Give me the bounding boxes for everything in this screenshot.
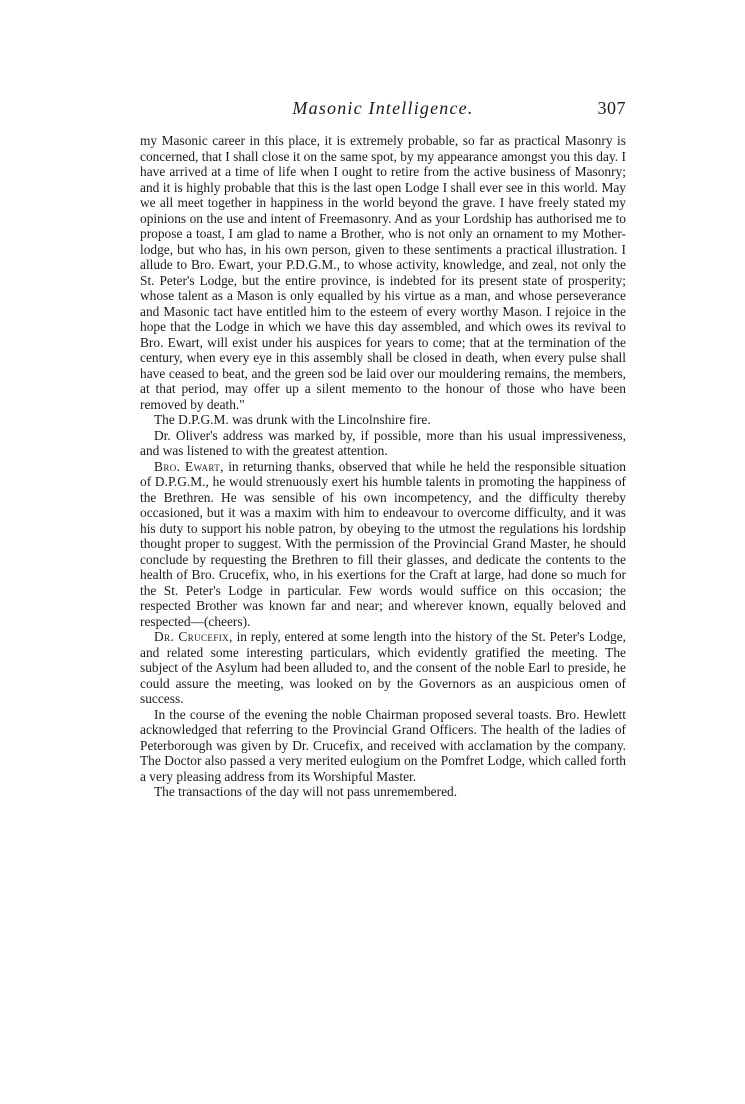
paragraph-crucefix-reply xyxy=(140,629,626,707)
paragraph-ewart-reply xyxy=(140,459,626,630)
paragraph-text: The transactions of the day will not pass unremembered. xyxy=(154,784,458,799)
body-text xyxy=(140,133,626,800)
paragraph-text: in returning thanks, observed that while he held the responsible situation of D.P.G.M., he would strenuously exert his humble talents in promoting the happiness of the Brethren. He was sensible of his own incompetency, and the difficulty thereby occasioned, but it was a maxim with him to endeavour to overcome difficulty, and it was his duty to support his noble patron, by obeying to the utmost the regulations his lordship thought proper to suggest. With the permission of the Provincial Grand Master, he should conclude by requesting the Brethren to fill their glasses, and dedicate the contents to the health of Bro. Crucefix, who, in his exertions for the Craft at large, had done so much for the St. Peter's Lodge in particular. Few words would suffice on this occasion; the respected Brother was known far and near; and wherever known, equally beloved and respected—(cheers). xyxy=(140,458,626,629)
paragraph-closing xyxy=(140,784,626,800)
paragraph-text: my Masonic career in this place, it is extremely probable, so far as practical Masonry is concerned, that I shall close it on the same spot, by my appearance amongst you this day. I have arrived at a time of life when I ought to retire from the active business of Masonry; and it is highly probable that this is the last open Lodge I shall ever see in this world. May we all meet together in happiness in the world beyond the grave. I have freely stated my opinions on the use and intent of Freemasonry. And as your Lordship has authorised me to propose a toast, I am glad to name a Brother, who is not only an ornament to my Mother-lodge, but who has, in his own person, given to these sentiments a practical illustration. I allude to Bro. Ewart, your P.D.G.M., to whose activity, knowledge, and zeal, not only the St. Peter's Lodge, but the entire province, is indebted for its present state of prosperity; whose talent as a Mason is only equalled by his virtue as a man, and whose perseverance and Masonic tact have entitled him to the esteem of every worthy Mason. I rejoice in the hope that the Lodge in which we have this day assembled, and which owes its revival to Bro. Ewart, will exist under his auspices for years to come; that at the termination of the century, when every eye in this assembly shall be closed in death, when every pulse shall have ceased to beat, and the green sod be laid over our mouldering remains, the members, at that period, may offer up a silent memento to the honour of those who have been removed by death." xyxy=(140,133,626,412)
page-number: 307 xyxy=(597,98,626,118)
page-header xyxy=(140,96,626,124)
speaker-name: Dr. Crucefix, xyxy=(154,629,233,644)
paragraph-text: Dr. Oliver's address was marked by, if possible, more than his usual impressiveness, and was listened to with the greatest attention. xyxy=(140,427,626,458)
paragraph-text: In the course of the evening the noble Chairman proposed several toasts. Bro. Hewlett acknowledged that referring to the Provincial Grand Officers. The health of the ladies of Peterborough was given by Dr. Crucefix, and received with acclamation by the company. The Doctor also passed a very merited eulogium on the Pomfret Lodge, which called forth a very pleasing address from its Worshipful Master. xyxy=(140,706,626,784)
paragraph-evening-toasts xyxy=(140,707,626,785)
paragraph-text: in reply, entered at some length into the history of the St. Peter's Lodge, and related some interesting particulars, which evidently gratified the meeting. The subject of the Asylum had been alluded to, and the consent of the noble Earl to preside, he could assure the meeting, was looked on by the Governors as an auspicious omen of success. xyxy=(140,629,627,706)
paragraph-speech-continuation xyxy=(140,133,626,412)
running-title: Masonic Intelligence. xyxy=(292,98,474,118)
paragraph-toast xyxy=(140,412,626,428)
speaker-name: Bro. Ewart, xyxy=(154,458,224,474)
paragraph-oliver-address xyxy=(140,428,626,459)
paragraph-text: The D.P.G.M. was drunk with the Lincolnshire fire. xyxy=(154,412,431,427)
